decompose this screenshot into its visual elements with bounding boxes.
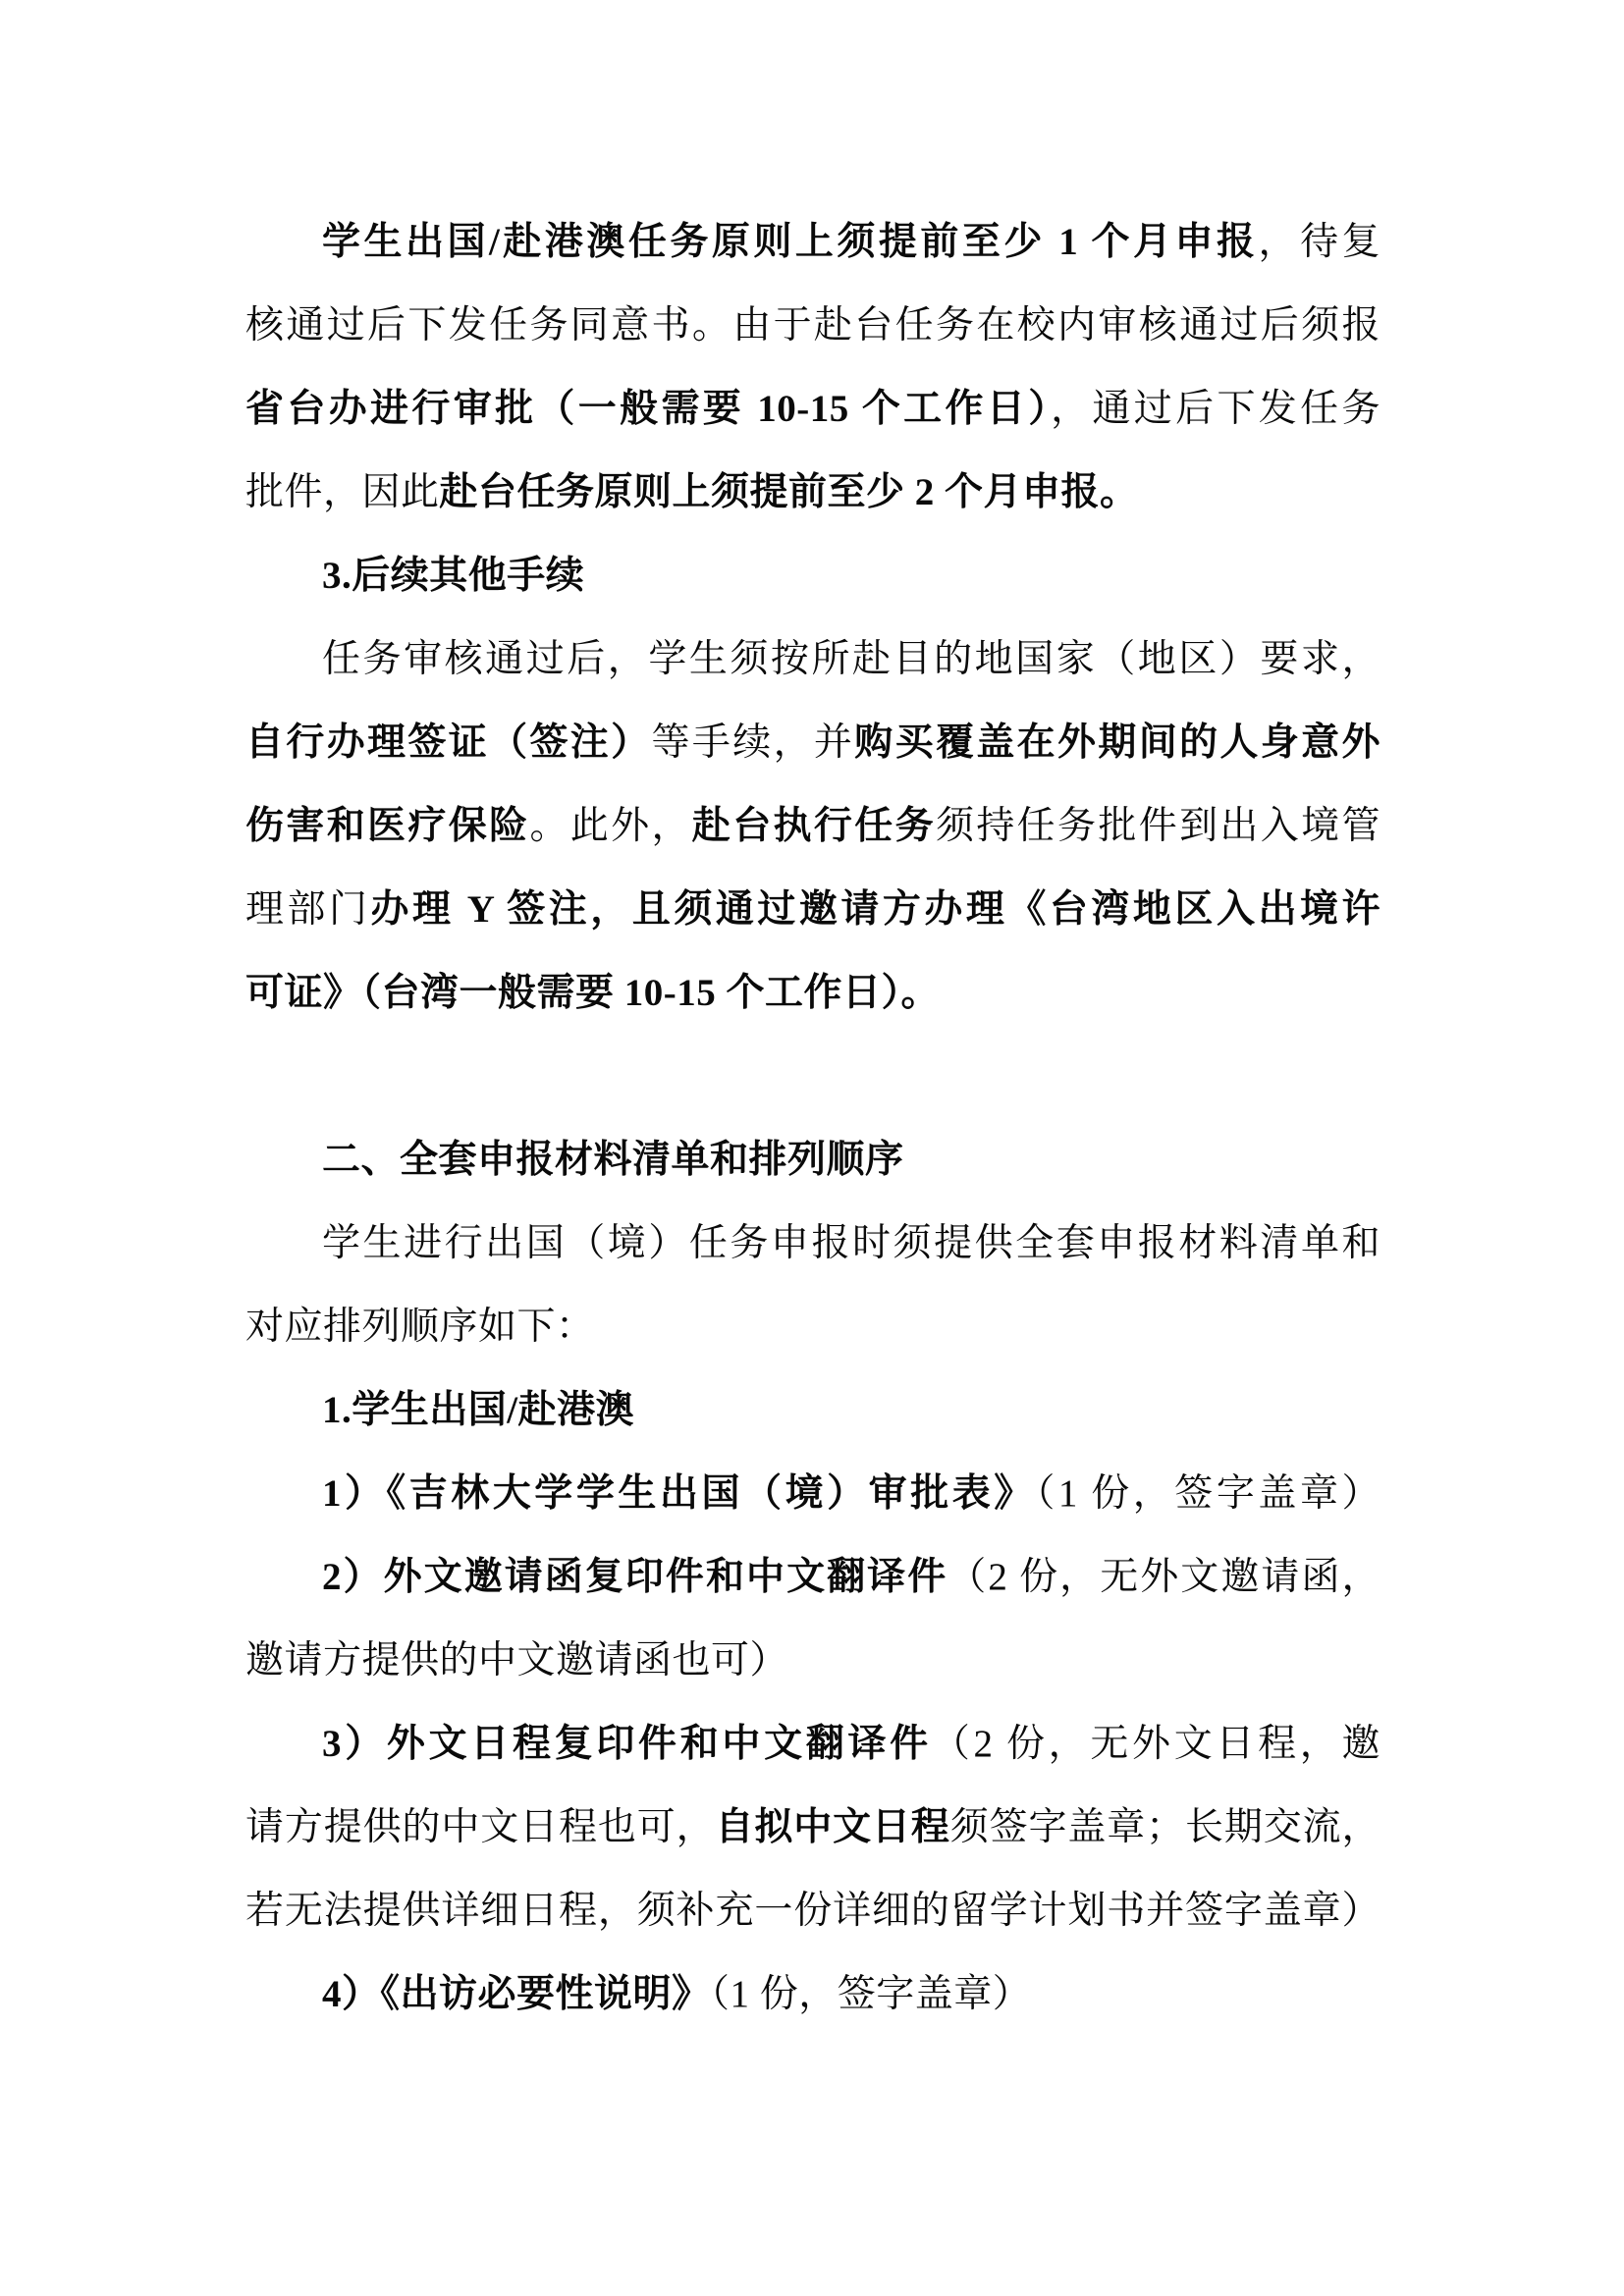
text-run: （1 份，签字盖章）	[1035, 1472, 1380, 1515]
text-run: （1 份，签字盖章）	[710, 1973, 1032, 2015]
para-deadline-line-1	[245, 200, 1380, 284]
heading-section-two	[245, 1118, 1380, 1201]
text-run: 赴台任务原则上须提前至少 2 个月申报。	[439, 471, 1139, 513]
list-item-3-itinerary-line-3	[245, 1869, 1380, 1952]
para-deadline-line-2	[245, 284, 1380, 367]
list-item-2-invitation-line-1	[245, 1535, 1380, 1619]
text-run: 核通过后下发任务同意书。由于赴台任务在校内审核通过后须报	[245, 304, 1380, 347]
text-run: 自拟中文日程	[715, 1806, 950, 1848]
document-page	[245, 200, 1380, 2036]
text-run: 任务审核通过后，学生须按所赴目的地国家（地区）要求，	[322, 638, 1380, 680]
list-item-1-approval-form	[245, 1452, 1380, 1535]
text-run: 邀请方提供的中文邀请函也可）	[245, 1639, 789, 1682]
para-follow-up-line-4	[245, 868, 1380, 951]
list-item-3-itinerary-line-1	[245, 1702, 1380, 1786]
text-run: 1）《吉林大学学生出国（境）审批表》	[322, 1472, 1036, 1515]
text-run: ，通过后下发任务	[1051, 388, 1380, 430]
text-run: 3）外文日程复印件和中文翻译件	[322, 1723, 932, 1765]
text-run: 二、全套申报材料清单和排列顺序	[322, 1139, 904, 1181]
list-item-2-invitation-line-2	[245, 1619, 1380, 1702]
para-intro-line-2	[245, 1285, 1380, 1368]
blank-line	[245, 1035, 1380, 1118]
text-run: 须签字盖章；长期交流，	[949, 1806, 1380, 1848]
text-run: 对应排列顺序如下：	[245, 1306, 595, 1348]
list-item-4-necessity-statement	[245, 1952, 1380, 2036]
para-follow-up-line-1	[245, 617, 1380, 701]
text-run: 。此外，	[529, 805, 692, 847]
para-intro-line-1	[245, 1201, 1380, 1285]
text-run: 赴台执行任务	[691, 805, 936, 847]
list-item-3-itinerary-line-2	[245, 1786, 1380, 1869]
text-run: 学生出国/赴港澳任务原则上须提前至少 1 个月申报	[322, 221, 1259, 263]
text-run: 若无法提供详细日程，须补充一份详细的留学计划书并签字盖章）	[245, 1890, 1380, 1932]
para-follow-up-line-3	[245, 784, 1380, 868]
text-run: 理部门	[245, 888, 371, 931]
text-run: 省台办进行审批（一般需要 10-15 个工作日）	[245, 388, 1052, 430]
heading-follow-up-procedures	[245, 534, 1380, 617]
heading-item-1-abroad-hk-macau	[245, 1368, 1380, 1452]
text-run: 购买覆盖在外期间的人身意外	[854, 721, 1380, 764]
text-run: 须持任务批件到出入境管	[935, 805, 1380, 847]
text-run: 请方提供的中文日程也可，	[245, 1806, 716, 1848]
text-run: ，待复	[1258, 221, 1380, 263]
text-run: 3.后续其他手续	[322, 555, 585, 597]
para-deadline-line-3	[245, 367, 1380, 451]
text-run: 办理 Y 签注，且须通过邀请方办理《台湾地区入出境许	[370, 888, 1380, 931]
para-deadline-line-4	[245, 451, 1380, 534]
text-run: 自行办理签证（签注）	[245, 721, 652, 764]
text-run: 批件，因此	[245, 471, 440, 513]
text-run: 可证》（台湾一般需要 10-15 个工作日）。	[245, 972, 940, 1014]
text-run: 学生进行出国（境）任务申报时须提供全套申报材料清单和	[322, 1222, 1380, 1264]
para-follow-up-line-2	[245, 701, 1380, 784]
text-run: 2）外文邀请函复印件和中文翻译件	[322, 1556, 948, 1598]
text-run: 1.学生出国/赴港澳	[322, 1389, 635, 1431]
text-run: （2 份，无外文日程，邀	[931, 1723, 1380, 1765]
text-run: 等手续，并	[651, 721, 855, 764]
text-run: 伤害和医疗保险	[245, 805, 530, 847]
text-run: （2 份，无外文邀请函，	[947, 1556, 1380, 1598]
para-follow-up-line-5	[245, 951, 1380, 1035]
text-run: 4）《出访必要性说明》	[322, 1973, 711, 2015]
